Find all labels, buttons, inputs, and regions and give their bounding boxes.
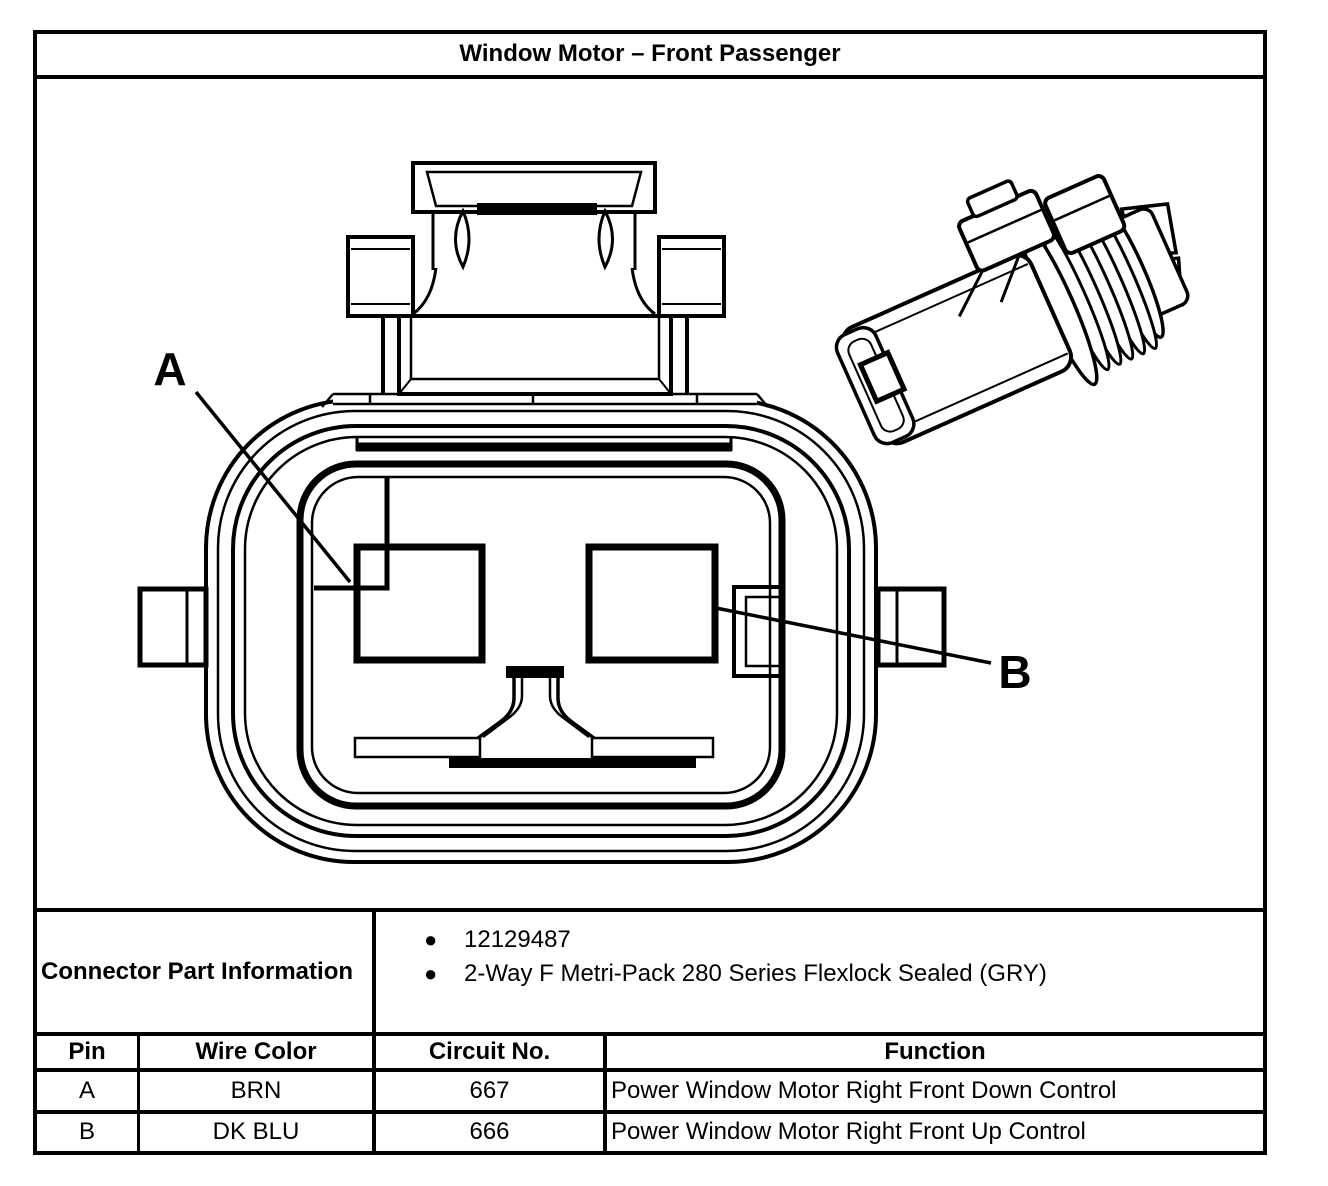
wire-color-cell: DK BLU	[212, 1118, 300, 1146]
function-cell: Power Window Motor Right Front Up Control	[611, 1118, 1086, 1146]
pin-b-label: B	[998, 646, 1032, 698]
page-title: Window Motor – Front Passenger	[459, 40, 841, 68]
side-lock-tabs	[140, 589, 944, 665]
pin-cell: A	[78, 1076, 95, 1104]
title-separator	[33, 75, 1267, 79]
circuit-no-cell: 666	[469, 1118, 510, 1146]
column-header-wire-color: Wire Color	[195, 1037, 317, 1065]
list-item	[424, 960, 1304, 994]
part-description: 2-Way F Metri-Pack 280 Series Flexlock Sealed (GRY)	[464, 960, 1047, 987]
column-header-circuit-no: Circuit No.	[428, 1037, 551, 1065]
function-cell: Power Window Motor Right Front Down Control	[611, 1076, 1117, 1104]
part-info-label: Connector Part Information	[41, 957, 354, 985]
part-info-list	[376, 912, 1304, 1046]
column-header-function: Function	[884, 1037, 986, 1065]
bullet-icon: ●	[424, 927, 438, 952]
part-number: 12129487	[464, 926, 571, 953]
pin-a-label: A	[153, 343, 187, 395]
pin-b-cavity	[589, 547, 715, 660]
frame-bottom-border	[33, 1151, 1267, 1155]
pin-b-leader-line	[716, 608, 991, 663]
connector-isometric-view	[802, 125, 1223, 474]
pin-cell: B	[78, 1118, 95, 1146]
pin-a-cavity	[357, 547, 482, 660]
mounting-tower	[322, 163, 768, 407]
wire-color-cell: BRN	[230, 1076, 282, 1104]
column-header-pin: Pin	[68, 1037, 106, 1065]
bullet-icon: ●	[424, 961, 438, 986]
list-item	[424, 926, 1304, 960]
circuit-no-cell: 667	[469, 1076, 510, 1104]
